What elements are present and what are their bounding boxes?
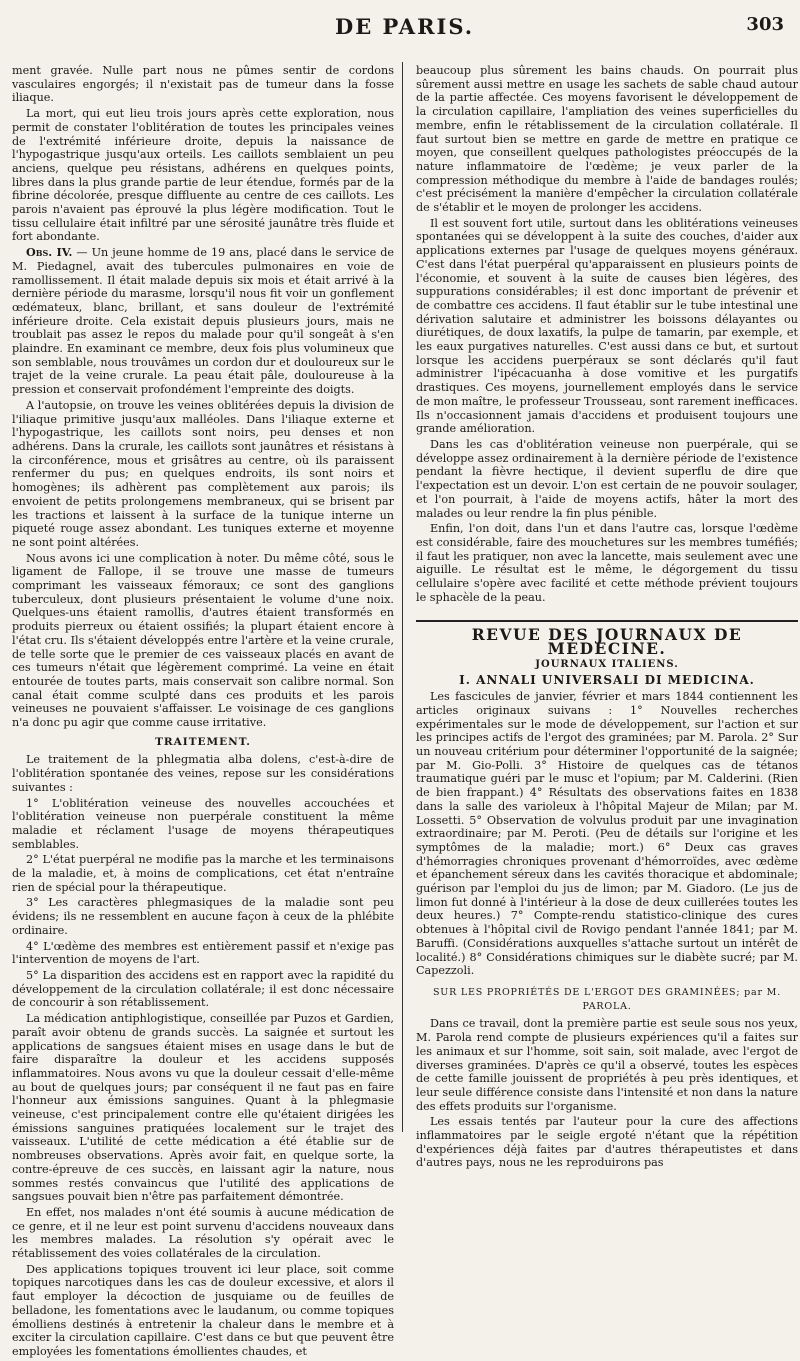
paragraph: En effet, nos malades n'ont été soumis à aucune médication de ce genre, et il ne leur est point survenu d'accidens nouveaux dans les membres malades. La résolution s'y opérait avec le rétablissement des voies collatérales de la circulation. bbox=[12, 1205, 394, 1261]
paragraph: Enfin, l'on doit, dans l'un et dans l'autre cas, lorsque l'œdème est considérable, faire des mouchetures sur les membres tuméfiés; il faut les pratiquer, non avec la lancette, mais seulement avec une aiguille. Le résultat est le même, le dégorgement du tissu cellulaire s'opère avec facilité et cette méthode prévient toujours le sphacèle de la peau. bbox=[416, 522, 798, 604]
observation-label: Obs. IV. bbox=[26, 245, 73, 260]
paragraph: 5° La disparition des accidens est en rapport avec la rapidité du développement de la circulation collatérale; il est donc nécessaire de concourir à son rétablissement. bbox=[12, 969, 394, 1010]
paragraph: La mort, qui eut lieu trois jours après cette exploration, nous permit de constater l'oblitération de toutes les principales veines de l'extrémité inférieure droite, depuis la naissance de l'hypogastrique jusqu'aux orteils. Les caillots semblaient un peu anciens, quelque peu résistans, adhérens en quelques points, libres dans la plus grande partie de leur étendue, formés par de la fibrine décolorée, presque diffluente au centre de ces caillots. Les parois n'avaient pas éprouvé la plus légère modification. Tout le tissu cellulaire était infiltré par une sérosité jaunâtre très fluide et fort abondante. bbox=[12, 107, 394, 244]
paragraph: 2° L'état puerpéral ne modifie pas la marche et les terminaisons de la maladie, et, à moins de complications, cet état n'entraîne rien de spécial pour la thérapeutique. bbox=[12, 853, 394, 894]
review-title: REVUE DES JOURNAUX DE MÉDECINE. bbox=[416, 620, 798, 655]
paragraph: Les essais tentés par l'auteur pour la cure des affections inflammatoires par le seigle ergoté n'étant que la répétition d'expériences déjà faites par d'autres thérapeutistes et dans d'autres pays, nous ne les reproduirons pas bbox=[416, 1115, 798, 1170]
running-title: DE PARIS. bbox=[335, 14, 475, 39]
observation-paragraph bbox=[12, 246, 394, 397]
paragraph: Dans les cas d'oblitération veineuse non puerpérale, qui se développe assez ordinairement à la dernière période de l'existence pendant la fièvre hectique, il devient superflu de dire que l'expectation est un devoir. L'on est certain de ne pouvoir soulager, et l'on pourrait, à l'aide de moyens actifs, hâter la mort des malades ou leur rendre la fin plus pénible. bbox=[416, 437, 798, 520]
journal-review-section bbox=[416, 620, 798, 1170]
paragraph: ment gravée. Nulle part nous ne pûmes sentir de cordons vasculaires engorgés; il n'existait pas de tumeur dans la fosse iliaque. bbox=[12, 64, 394, 105]
paragraph: 4° L'œdème des membres est entièrement passif et n'exige pas l'intervention de moyens de l'art. bbox=[12, 939, 394, 967]
paragraph: Le traitement de la phlegmatia alba dolens, c'est-à-dire de l'oblitération spontanée des veines, repose sur les considérations suivantes : bbox=[12, 753, 394, 794]
right-column bbox=[416, 64, 798, 1172]
paragraph: Des applications topiques trouvent ici leur place, soit comme topiques narcotiques dans les cas de douleur excessive, et alors il faut employer la décoction de jusquiame ou de feuilles de belladone, les fomentations avec le laudanum, ou comme topiques émolliens destinés à entretenir la chaleur dans le membre et à exciter la circulation capillaire. C'est dans ce but que peuvent être employées les fomentations émollientes chaudes, et bbox=[12, 1262, 394, 1358]
journal-heading: I. ANNALI UNIVERSALI DI MEDICINA. bbox=[459, 672, 755, 687]
paragraph: La médication antiphlogistique, conseillée par Puzos et Gardien, paraît avoir obtenu de grands succès. La saignée et surtout les applications de sangsues étaient mises en usage dans le but de faire disparaître la douleur et les accidens supposés inflammatoires. Nous avons vu que la douleur cessait d'elle-même au bout de quelques jours; par conséquent il ne faut pas en faire l'honneur aux émissions sanguines. Quant à la phlegmasie veineuse, c'est principalement contre elle qu'étaient dirigées les émissions sanguines pratiquées localement sur le trajet des vaisseaux. L'utilité de cette médication a été établie sur de nombreuses observations. Après avoir fait, en quelque sorte, la contre-épreuve de ces succès, en laissant agir la nature, nous sommes restés convaincus que l'utilité des applications de sangsues pouvait bien n'être pas parfaitement démontrée. bbox=[12, 1012, 394, 1204]
paragraph: 1° L'oblitération veineuse des nouvelles accouchées et l'oblitération veineuse non puerpérale constituent la même maladie et réclament l'usage de moyens thérapeutiques semblables. bbox=[12, 796, 394, 851]
paragraph: 3° Les caractères phlegmasiques de la maladie sont peu évidens; ils ne ressemblent en aucune façon à ceux de la phlébite ordinaire. bbox=[12, 896, 394, 937]
paragraph: Les fascicules de janvier, février et mars 1844 contiennent les articles originaux suivans : 1° Nouvelles recherches expérimentales sur le mode de développement, sur l'action et sur les principes actifs de l'ergot des graminées; par M. Parola. 2° Sur un nouveau critérium pour déterminer l'opportunité de la saignée; par M. Gio-Polli. 3° Histoire de quelques cas de tétanos traumatique guéri par le musc et l'opium; par M. Calderini. (Rien de bien frappant.) 4° Résultats des observations faites en 1838 dans la salle des varioleux à l'hôpital Majeur de Milan; par M. Lossetti. 5° Observation de volvulus produit par une invagination extraordinaire; par M. Peroti. (Peu de détails sur l'origine et les symptômes de la maladie; mort.) 6° Deux cas graves d'hémorragies chroniques provenant d'hémorroïdes, avec œdème et épanchement séreux dans les cavités thoracique et abdominale; guérison par l'emploi du jus de limon; par M. Giadoro. (Le jus de limon fut donné à l'intérieur à la dose de deux cuillerées toutes les deux heures.) 7° Compte-rendu statistico-clinique des cures obtenues à l'hôpital civil de Rovigo pendant l'année 1841; par M. Baruffi. (Considérations auxquelles s'attache surtout un intérêt de localité.) 8° Considérations chimiques sur le diabète sucré; par M. Capezzoli. bbox=[416, 690, 798, 978]
paragraph: beaucoup plus sûrement les bains chauds. On pourrait plus sûrement aussi mettre en usage les sachets de sable chaud autour de la partie affectée. Ces moyens favorisent le développement de la circulation capillaire, l'ampliation des veines superficielles du membre, enfin le rétablissement de la circulation collatérale. Il faut surtout bien se mettre en garde de mettre en pratique ce moyen, que conseillent quelques pathologistes préoccupés de la nature inflammatoire de l'œdème; je veux parler de la compression méthodique du membre à l'aide de bandages roulés; c'est précisément la manière d'empêcher la circulation collatérale de s'établir et le moyen de prolonger les accidens. bbox=[416, 64, 798, 215]
section-heading: TRAITEMENT. bbox=[155, 735, 251, 748]
page-header bbox=[0, 0, 800, 40]
page-number: 303 bbox=[746, 14, 784, 35]
paragraph: Nous avons ici une complication à noter. Du même côté, sous le ligament de Fallope, il se trouve une masse de tumeurs comprimant les vaisseaux fémoraux; ce sont des ganglions tuberculeux, dont plusieurs présentaient le volume d'une noix. Quelques-uns étaient ramollis, d'autres étaient transformés en produits pierreux ou étaient ossifiés; la plupart étaient encore à l'état cru. Ils s'étaient développés entre l'artère et la veine crurale, de telle sorte que le premier de ces vaisseaux placés en avant de ces tumeurs n'était que légèrement comprimé. La veine en était entourée de toutes parts, mais conservait son calibre normal. Son canal était comme sculpté dans ces produits et les parois veineuses ne pouvaient s'affaisser. Le voisinage de ces ganglions n'a donc pu agir que comme cause irritative. bbox=[12, 551, 394, 730]
review-subtitle: JOURNAUX ITALIENS. bbox=[535, 658, 679, 670]
article-heading: SUR LES PROPRIÉTÉS DE L'ERGOT DES GRAMINÉES; par M. PAROLA. bbox=[432, 987, 782, 1012]
left-column bbox=[12, 64, 394, 1361]
column-divider bbox=[402, 62, 403, 1132]
paragraph: A l'autopsie, on trouve les veines oblitérées depuis la division de l'iliaque primitive jusqu'aux malléoles. Dans l'iliaque externe et l'hypogastrique, les caillots sont noirs, peu denses et non adhérens. Dans la crurale, les caillots sont jaunâtres et résistans à la circonférence, mous et grisâtres au centre, où ils paraissent renfermer du pus; en quelques endroits, ils sont noirs et homogènes; ils adhèrent pas complètement aux parois; ils envoient de petits prolongemens membraneux, qui se brisent par les tractions et laissent à la surface de la tunique interne un piqueté rouge assez abondant. Les tuniques externe et moyenne ne sont point altérées. bbox=[12, 398, 394, 549]
paragraph: Il est souvent fort utile, surtout dans les oblitérations veineuses spontanées qui se développent à la suite des couches, d'aider aux applications externes par l'usage de quelques moyens généraux. C'est dans l'état puerpéral qu'apparaissent en plusieurs points de l'économie, et souvent à la suite de causes bien légères, des suppurations considérables; il est donc important de prévenir et de combattre ces accidens. Il faut établir sur le tube intestinal une dérivation salutaire et administrer les boissons délayantes ou diurétiques, de doux laxatifs, la pulpe de tamarin, par exemple, et les eaux purgatives naturelles. C'est aussi dans ce but, et surtout lorsque les accidens puerpéraux se sont déclarés qu'il faut administrer l'ipécacuanha à dose vomitive et les purgatifs drastiques. Ces moyens, journellement employés dans le service de mon maître, le professeur Trousseau, sont rarement inefficaces. Ils n'occasionnent jamais d'accidens et produisent toujours une grande amélioration. bbox=[416, 216, 798, 436]
observation-text: — Un jeune homme de 19 ans, placé dans le service de M. Piedagnel, avait des tubercules pulmonaires en voie de ramollissement. Il était malade depuis six mois et était arrivé à la dernière période du marasme, lorsqu'il nous fit voir un gonflement œdémateux, blanc, brillant, et sans douleur de l'extrémité inférieure droite. Cela existait depuis plusieurs jours, mais ne troublait pas assez le repos du malade pour qu'il songeât à s'en plaindre. En examinant ce membre, deux fois plus volumineux que son semblable, nous trouvâmes un cordon dur et douloureux sur le trajet de la veine crurale. La peau était pâle, douloureuse à la pression et conservait profondément l'empreinte des doigts. bbox=[12, 246, 394, 397]
paragraph: Dans ce travail, dont la première partie est seule sous nos yeux, M. Parola rend compte de plusieurs expériences qu'il a faites sur les animaux et sur l'homme, soit sain, soit malade, avec l'ergot de diverses graminées. D'après ce qu'il a observé, toutes les espèces de cette famille jouissent de propriétés à peu près identiques, et leur seule différence consiste dans l'intensité et non dans la nature des effets produits sur l'organisme. bbox=[416, 1017, 798, 1113]
